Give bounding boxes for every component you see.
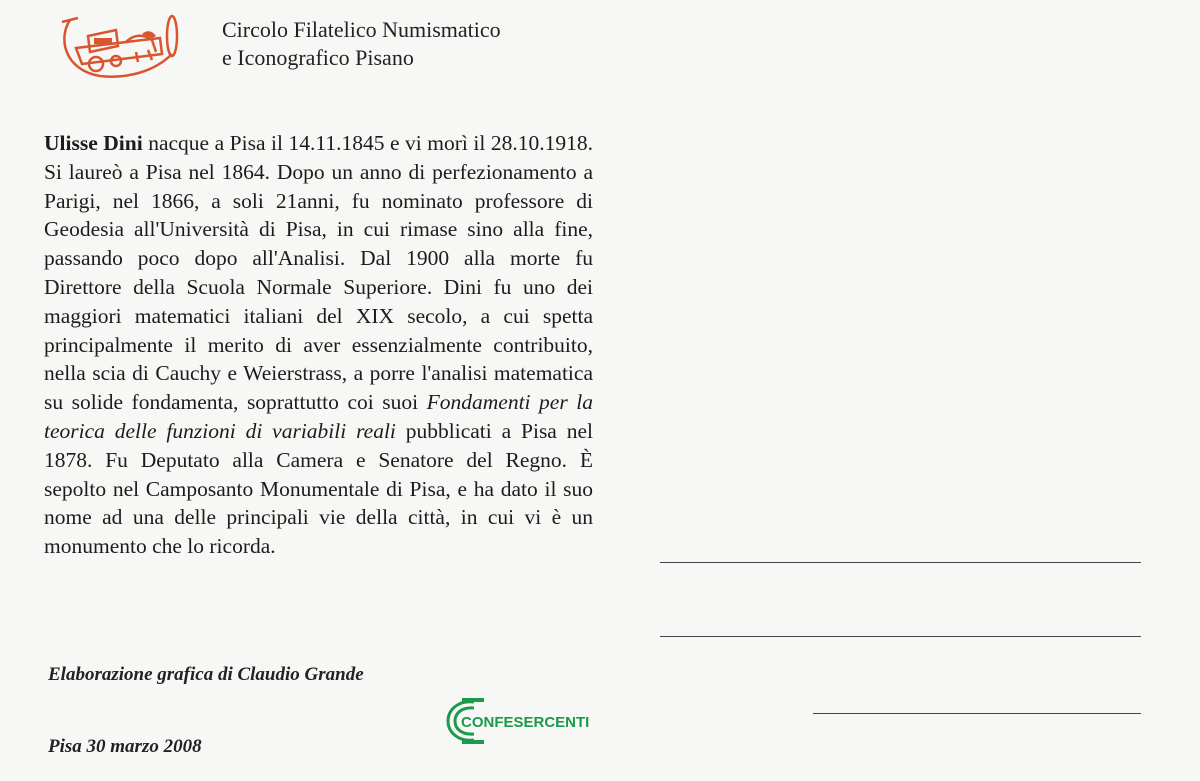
address-line-2 [660, 636, 1141, 637]
bio-text-part-2: pubblicati a Pisa nel 1878. Fu Deputato alla Camera e Senatore del Regno. È sepolto nel Camposanto Monumentale di Pisa, e ha dato il suo nome ad una delle principali vie della città, in cui vi è un monumento che lo ricorda. [44, 418, 593, 559]
biography-text [44, 129, 593, 561]
address-line-1 [660, 562, 1141, 563]
sponsor-name: CONFESERCENTI [461, 714, 589, 731]
bio-name: Ulisse Dini [44, 131, 143, 155]
organization-name [222, 16, 501, 72]
circolo-logo-icon [56, 8, 180, 80]
graphic-credit: Elaborazione grafica di Claudio Grande [48, 664, 364, 685]
bio-text-part-1: nacque a Pisa il 14.11.1845 e vi morì il 28.10.1918. Si laureò a Pisa nel 1864. Dopo un anno di perfezionamento a Parigi, nel 1866, a soli 21anni, fu nominato professore di Geodesia all'Università di Pisa, in cui rimase sino alla fine, passando poco dopo all'Analisi. Dal 1900 alla morte fu Direttore della Scuola Normale Superiore. Dini fu uno dei maggiori matematici italiani del XIX secolo, a cui spetta principalmente il merito di aver essenzialmente contribuito, nella scia di Cauchy e Weierstrass, a porre l'analisi matematica su solide fondamenta, soprattutto coi suoi [44, 131, 593, 415]
bio-work-title: Fondamenti per la teorica delle funzioni di variabili reali [44, 390, 593, 443]
org-line-1: Circolo Filatelico Numismatico [222, 17, 501, 42]
address-line-3 [813, 713, 1141, 714]
issue-date: Pisa 30 marzo 2008 [48, 736, 202, 757]
org-line-2: e Iconografico Pisano [222, 45, 414, 70]
confesercenti-logo [444, 694, 589, 748]
